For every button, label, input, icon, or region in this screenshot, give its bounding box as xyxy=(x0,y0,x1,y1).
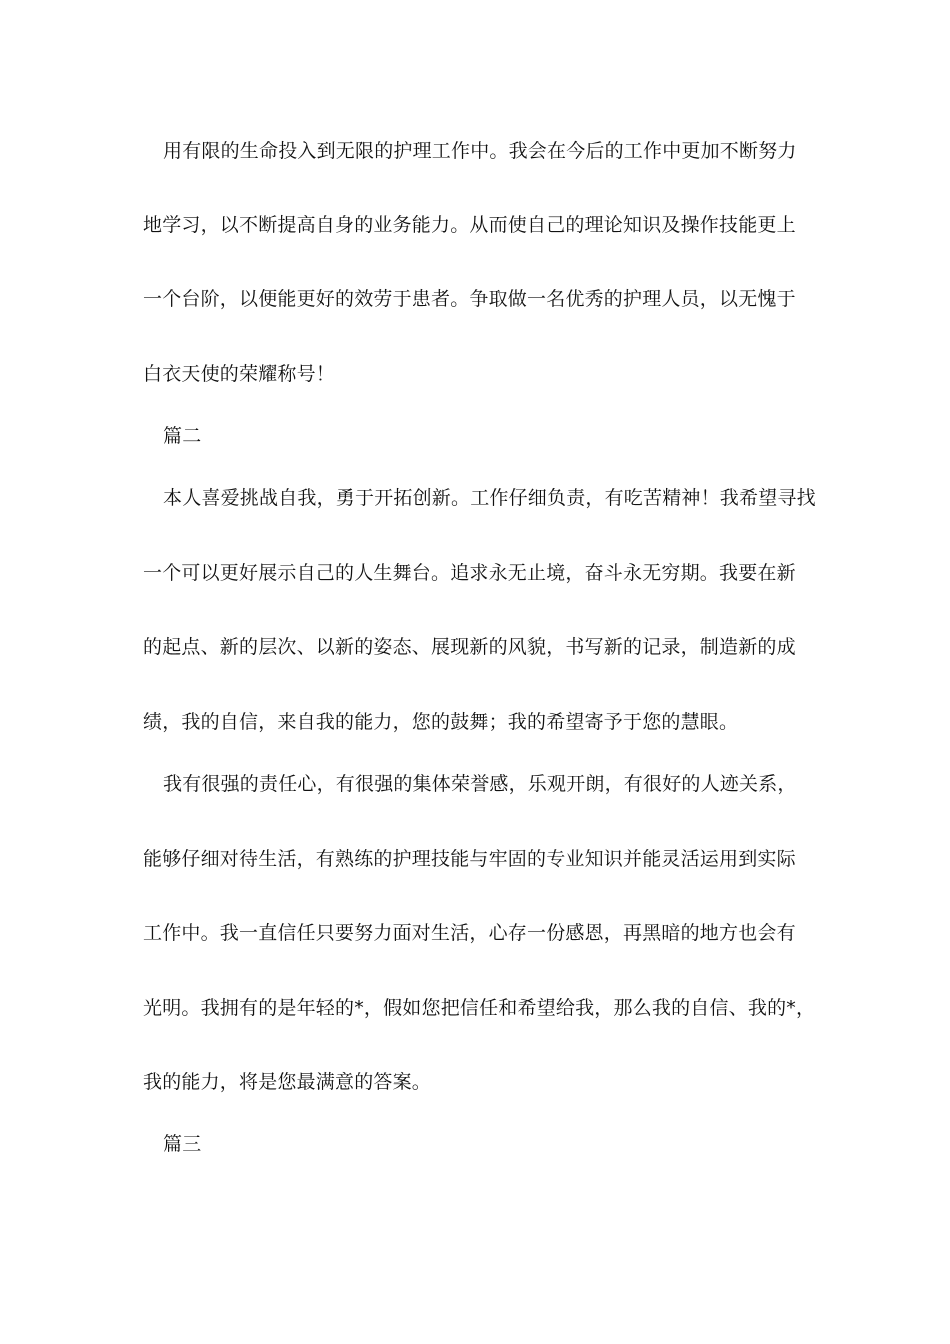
paragraph2-line3: 的起点、新的层次、以新的姿态、展现新的风貌，书写新的记录，制造新的成 xyxy=(143,636,796,658)
paragraph3-line4: 光明。我拥有的是年轻的*，假如您把信任和希望给我，那么我的自信、我的*， xyxy=(143,997,816,1019)
section-heading-2: 篇二 xyxy=(163,425,202,447)
paragraph2-line1: 本人喜爱挑战自我，勇于开拓创新。工作仔细负责，有吃苦精神！我希望寻找 xyxy=(163,487,816,509)
paragraph1-line3: 一个台阶，以便能更好的效劳于患者。争取做一名优秀的护理人员，以无愧于 xyxy=(143,288,796,310)
paragraph1-line4: 白衣天使的荣耀称号！ xyxy=(143,363,336,385)
paragraph3-line2: 能够仔细对待生活，有熟练的护理技能与牢固的专业知识并能灵活运用到实际 xyxy=(143,848,796,870)
paragraph1-line1: 用有限的生命投入到无限的护理工作中。我会在今后的工作中更加不断努力 xyxy=(163,140,797,162)
paragraph2-line2: 一个可以更好展示自己的人生舞台。追求永无止境，奋斗永无穷期。我要在新 xyxy=(143,562,796,584)
paragraph3-line3: 工作中。我一直信任只要努力面对生活，心存一份感恩，再黑暗的地方也会有 xyxy=(143,922,796,944)
paragraph3-line5: 我的能力，将是您最满意的答案。 xyxy=(143,1071,432,1093)
paragraph3-line1: 我有很强的责任心，有很强的集体荣誉感，乐观开朗，有很好的人迹关系， xyxy=(163,773,797,795)
paragraph2-line4: 绩，我的自信，来自我的能力，您的鼓舞；我的希望寄予于您的慧眼。 xyxy=(143,711,739,733)
section-heading-3: 篇三 xyxy=(163,1133,202,1155)
paragraph1-line2: 地学习，以不断提高自身的业务能力。从而使自己的理论知识及操作技能更上 xyxy=(143,214,796,236)
